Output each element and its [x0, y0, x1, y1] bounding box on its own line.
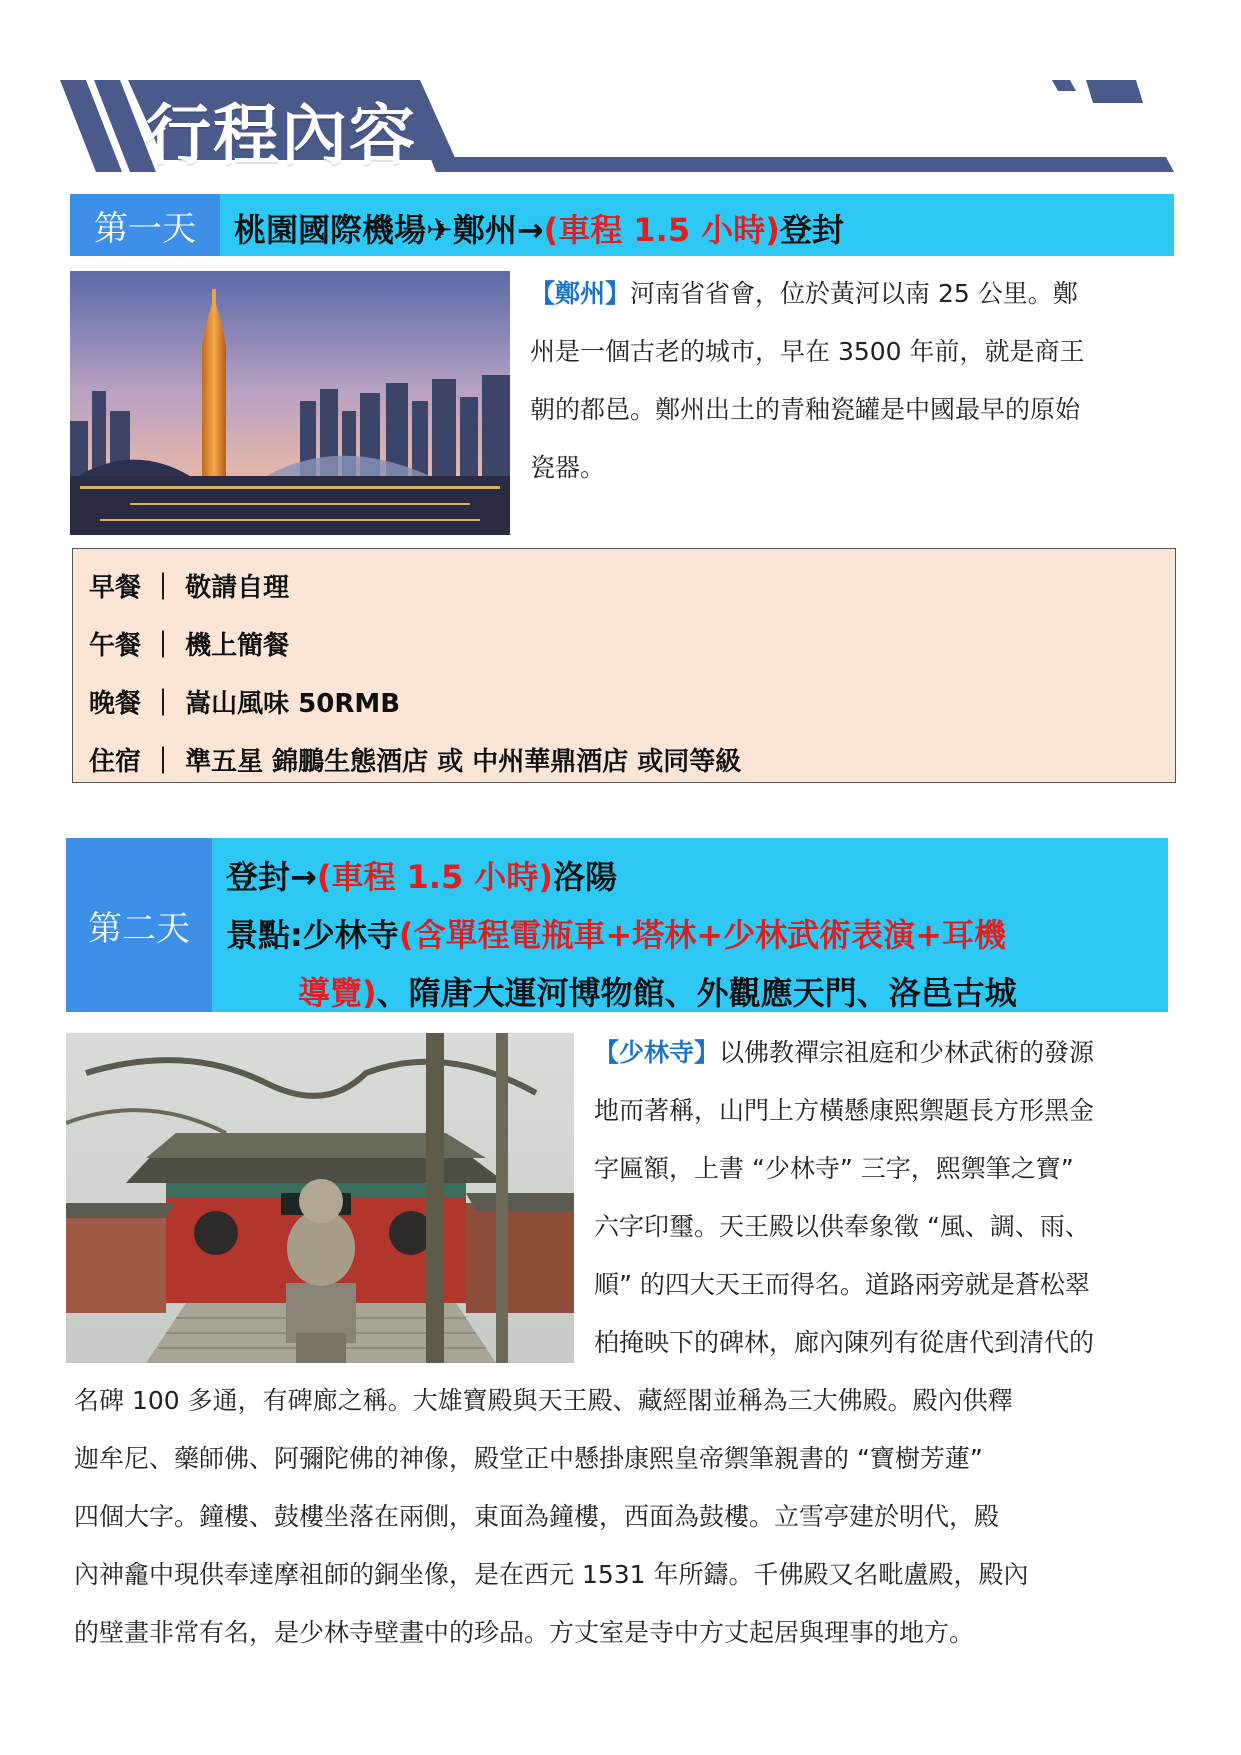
day2-sights-included: (含單程電瓶車+塔林+少林武術表演+耳機: [398, 916, 1006, 954]
day2-tag: 第二天: [66, 838, 212, 1012]
day1-intro-line: 州是一個古老的城市，早在 3500 年前，就是商王: [530, 337, 1085, 366]
day1-keyword: 【鄭州】: [530, 279, 631, 308]
day1-route: [234, 205, 844, 251]
day2-paragraph-line: 四個大字。鐘樓、鼓樓坐落在兩側，東面為鐘樓，西面為鼓樓。立雪亭建於明代，殿: [74, 1502, 1000, 1531]
day2-intro-text: 以佛教禪宗祖庭和少林武術的發源: [719, 1038, 1095, 1067]
day2-intro-side: [594, 1024, 1184, 1372]
day2-intro-line: 字匾額，上書 “少林寺” 三字，熙禦筆之寶”: [594, 1154, 1074, 1183]
day1-intro-line: 朝的都邑。鄭州出土的青釉瓷罐是中國最早的原始: [530, 395, 1081, 424]
day2-sights-included-end: 導覽): [298, 974, 377, 1012]
page-title: 行程內容: [145, 97, 417, 174]
day1-route-duration: (車程 1.5 小時): [543, 211, 780, 249]
day2-paragraph-line: 內神龕中現供奉達摩祖師的銅坐像，是在西元 1531 年所鑄。千佛殿又名毗盧殿，殿內: [74, 1560, 1029, 1589]
day1-intro-line: [530, 265, 1180, 323]
day2-paragraph-line: 名碑 100 多通，有碑廊之稱。大雄寶殿與天王殿、藏經閣並稱為三大佛殿。殿內供釋: [74, 1386, 1013, 1415]
shaolin-temple-photo: [66, 1033, 574, 1363]
meal-lunch: 午餐 ｜ 機上簡餐: [89, 631, 290, 661]
day2-sights-label: 景點:少林寺: [226, 916, 399, 954]
day2-route-line3: [298, 968, 1017, 1014]
day2-route-line2: [226, 910, 1006, 956]
day2-intro-line: 地而著稱，山門上方橫懸康熙禦題長方形黑金: [594, 1096, 1095, 1125]
day1-route-from: 桃園國際機場✈鄭州→: [234, 211, 544, 249]
day2-paragraph-line: 迦牟尼、藥師佛、阿彌陀佛的神像，殿堂正中懸掛康熙皇帝禦筆親書的 “寶樹芳蓮”: [74, 1444, 983, 1473]
day2-route-from: 登封→: [226, 858, 317, 896]
day1-intro-text: 河南省省會，位於黃河以南 25 公里。鄭: [630, 279, 1078, 308]
day2-intro-full: [74, 1372, 1184, 1662]
day1-tag: 第一天: [70, 194, 220, 256]
day2-route-duration: (車程 1.5 小時): [316, 858, 554, 896]
hotel-info: 住宿 ｜ 準五星 錦鵬生態酒店 或 中州華鼎酒店 或同等級: [89, 747, 742, 777]
day2-intro-line: [594, 1024, 1184, 1082]
day2-route-line1: [226, 852, 617, 898]
meal-breakfast: 早餐 ｜ 敬請自理: [89, 573, 290, 603]
zhengzhou-photo: [70, 271, 510, 535]
meal-dinner: 晚餐 ｜ 嵩山風味 50RMB: [89, 689, 401, 719]
day1-meal-box: [72, 548, 1176, 783]
day1-route-to: 登封: [779, 211, 844, 249]
day2-sights-list: 、隋唐大運河博物館、外觀應天門、洛邑古城: [376, 974, 1017, 1012]
day2-intro-line: 順” 的四大天王而得名。道路兩旁就是蒼松翠: [594, 1270, 1090, 1299]
day2-intro-line: 柏掩映下的碑林，廊內陳列有從唐代到清代的: [594, 1328, 1095, 1357]
day1-intro: [530, 265, 1180, 497]
day2-route-to: 洛陽: [553, 858, 618, 896]
day2-intro-line: 六字印璽。天王殿以供奉象徵 “風、調、雨、: [594, 1212, 1090, 1241]
day2-paragraph-line: 的壁畫非常有名，是少林寺壁畫中的珍品。方丈室是寺中方丈起居與理事的地方。: [74, 1618, 975, 1647]
day2-keyword: 【少林寺】: [594, 1038, 720, 1067]
day1-intro-line: 瓷器。: [530, 453, 606, 482]
